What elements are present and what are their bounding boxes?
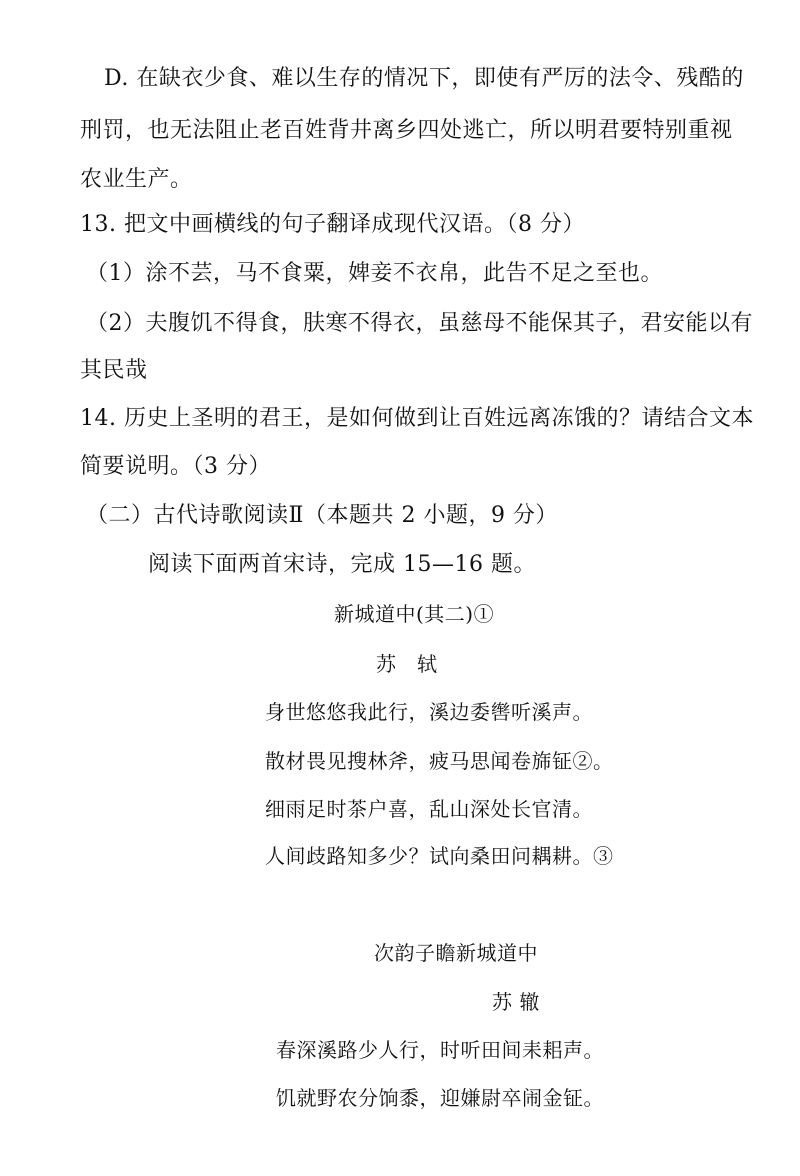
poem-2-line-2: 饥就野农分饷黍，迎嫌尉卒闹金钲。 [276,1086,604,1110]
section-instruction: 阅读下面两首宋诗，完成 15—16 题。 [148,552,536,577]
question-14-line-2: 简要说明。（3 分） [80,454,271,479]
poem-1-line-2: 散材畏见搜林斧，疲马思闻卷旆钲②。 [265,749,614,773]
question-14-line-1: 14. 历史上圣明的君王，是如何做到让百姓远离冻饿的？请结合文本 [80,406,754,431]
question-13-item-2-line-1: （2）夫腹饥不得食，肤寒不得衣，虽慈母不能保其子，君安能以有 [86,311,753,336]
poem-2-author: 苏 辙 [492,990,540,1014]
question-13-item-2-line-2: 其民哉 [80,358,148,383]
question-13-item-1: （1）涂不芸，马不食粟，婢妾不衣帛，此告不足之至也。 [86,261,663,286]
poem-2-title: 次韵子瞻新城道中 [374,941,538,965]
option-d-line-2: 刑罚，也无法阻止老百姓背井离乡四处逃亡，所以明君要特别重视 [80,118,733,143]
option-d-line-3: 农业生产。 [80,167,193,192]
poem-1-author: 苏 轼 [376,652,438,676]
option-d-line-1: D. 在缺衣少食、难以生存的情况下，即使有严厉的法令、残酷的 [104,66,744,91]
poem-2-line-1: 春深溪路少人行，时听田间耒耜声。 [276,1038,604,1062]
poem-1-title: 新城道中(其二)① [334,602,495,626]
poem-1-line-1: 身世悠悠我此行，溪边委辔听溪声。 [265,700,593,724]
section-heading: （二）古代诗歌阅读Ⅱ（本题共 2 小题，9 分） [86,503,558,528]
poem-1-line-4: 人间歧路知多少？试向桑田问耦耕。③ [265,844,614,868]
question-13-prompt: 13. 把文中画横线的句子翻译成现代汉语。（8 分） [80,212,585,237]
poem-1-line-3: 细雨足时茶户喜，乱山深处长官清。 [265,797,593,821]
